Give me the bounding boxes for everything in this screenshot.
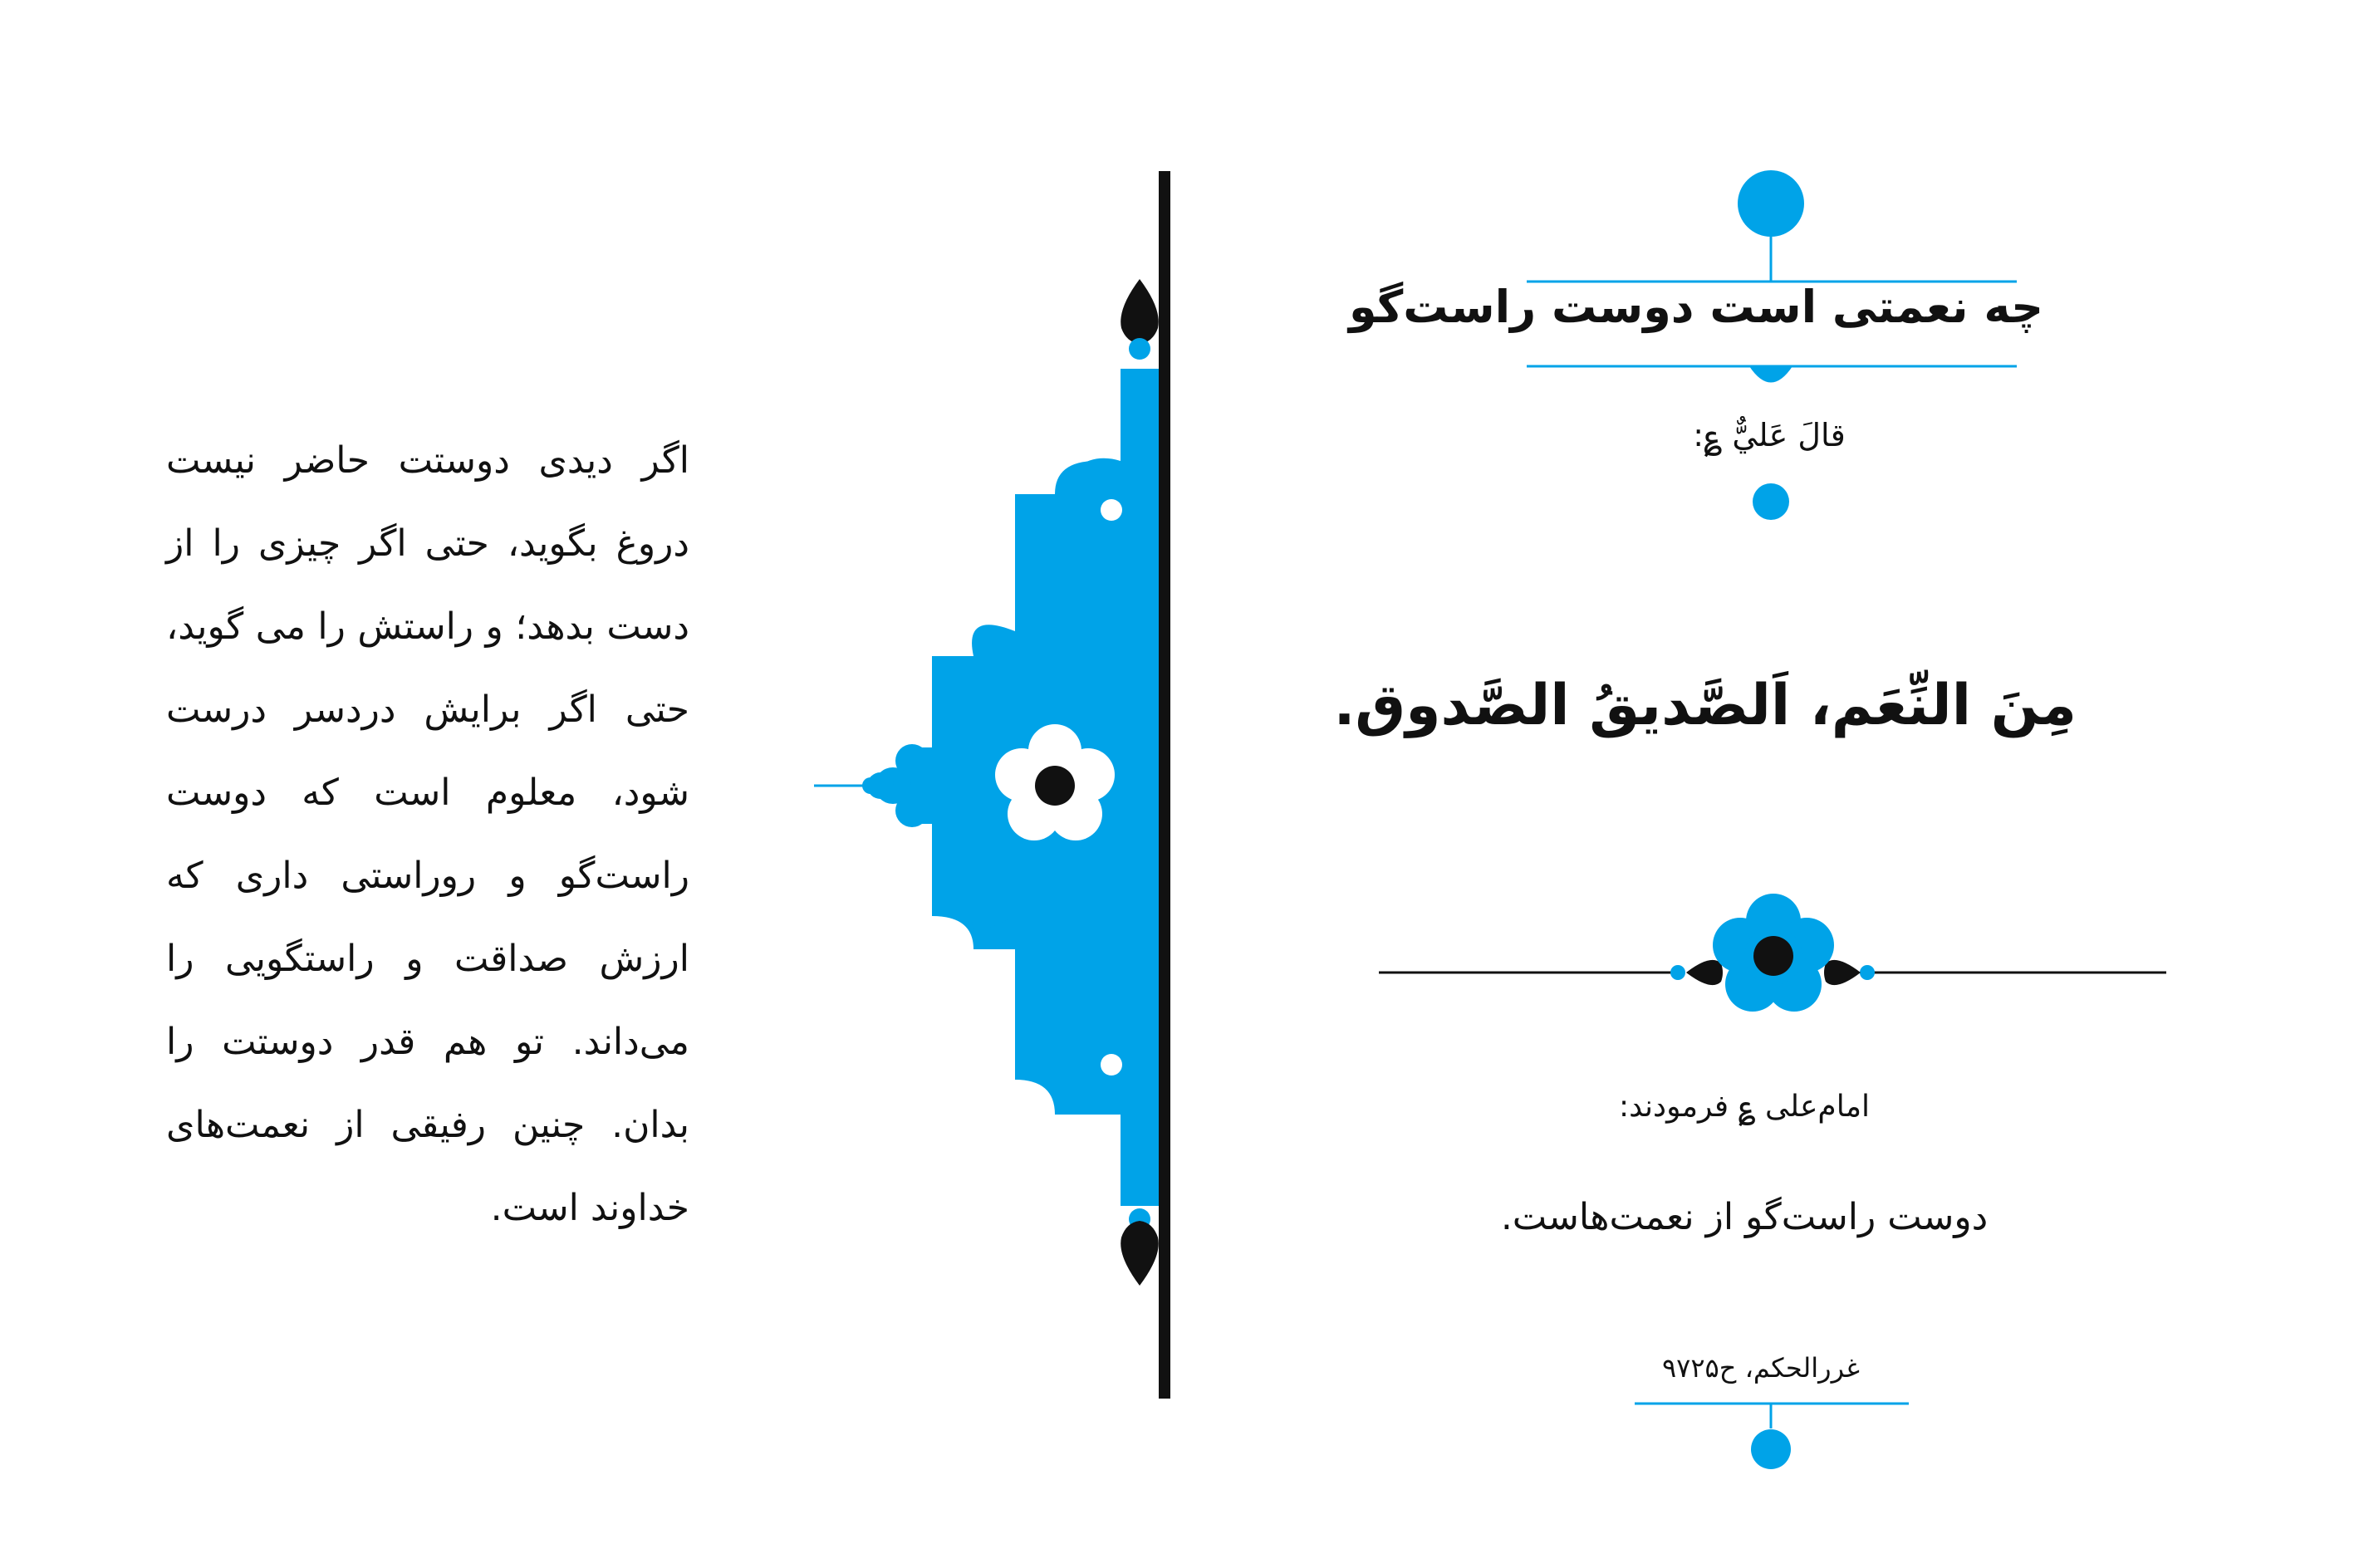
- hadith-translation: دوست راست‌گو از نعمت‌هاست.: [1500, 1196, 1989, 1238]
- flower-icon: [1713, 894, 1834, 1012]
- side-ornament: [814, 279, 1159, 1286]
- source-frame: [1635, 1404, 1909, 1469]
- explanation-paragraph: اگر دیدی دوستت حاضر نیست دروغ بگوید، حتی اگر چیزی را از دست بدهد؛ و راستش را می گوید، حتی اگر برایش دردسر درست شود، معلوم است که دوست راست‌گو و روراستی داری که ارزش صداقت و راستگویی را می‌داند. تو هم قدر دوستت را بدان. چنین رفیقی از نعمت‌های خداوند است.: [166, 439, 689, 1229]
- white-dot: [1101, 1054, 1122, 1076]
- center-vertical-rule: [1159, 171, 1170, 1399]
- teardrop-icon: [1121, 279, 1159, 360]
- qala-ali-label: قالَ عَليٌّ ؏:: [1693, 417, 1846, 453]
- cloud-knob: [862, 744, 937, 827]
- source-citation: غررالحکم، ح۹۷۲۵: [1661, 1352, 1860, 1384]
- white-dot: [1101, 499, 1122, 521]
- flower-divider: [1379, 894, 2166, 1012]
- hadith-arabic: مِنَ النِّعَم، اَلصَّديقُ الصَّدوق.: [1333, 673, 2077, 738]
- page-title: چه نعمتی است دوست راست‌گو: [1349, 281, 2043, 333]
- imam-said-label: امام‌علی ؏ فرمودند:: [1619, 1090, 1870, 1124]
- teardrop-icon: [1121, 1208, 1159, 1286]
- title-frame: [1527, 170, 2017, 520]
